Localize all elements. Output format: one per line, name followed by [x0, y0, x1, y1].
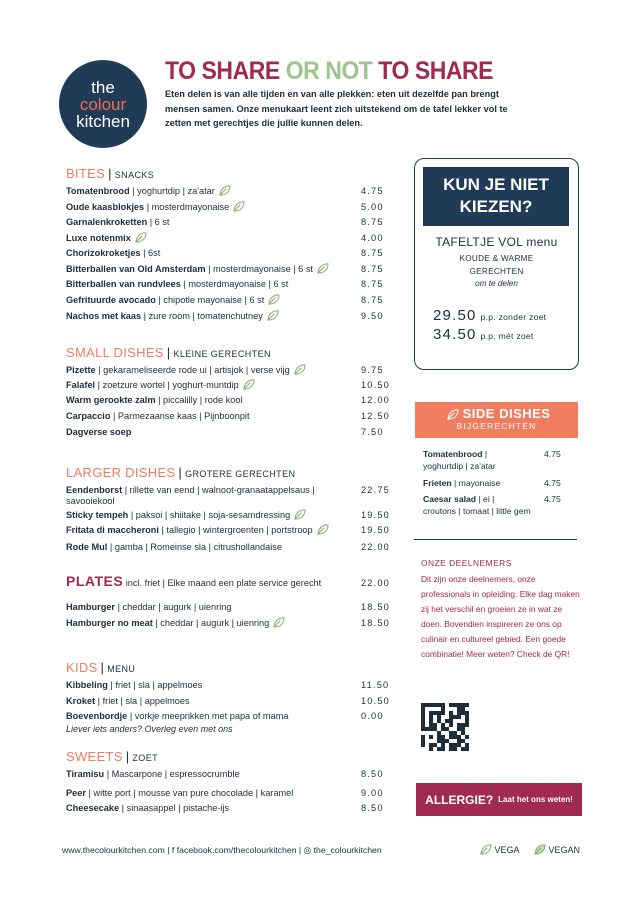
vega-leaf-icon — [218, 185, 231, 196]
headline-part-2: OR NOT — [285, 57, 373, 85]
vega-leaf-icon — [293, 509, 306, 520]
menu-item-price: 9.50 — [361, 311, 384, 321]
divider — [414, 539, 577, 540]
menu-item-text — [66, 679, 202, 691]
vega-leaf-icon — [272, 617, 285, 628]
menu-item-desc: | piccalilly | rode kool — [155, 395, 243, 405]
menu-item-price: 4.00 — [361, 233, 384, 243]
menu-item-name: Bitterballen van Old Amsterdam — [66, 264, 206, 274]
menu-item — [66, 710, 391, 722]
vega-leaf-icon — [316, 524, 329, 535]
menu-item-text — [66, 201, 245, 213]
menu-item-name: Rode Mul — [66, 542, 108, 552]
price: 29.50 — [433, 307, 477, 324]
price: 4.75 — [544, 494, 561, 504]
menu-item-name: Bitterballen van rundvlees — [66, 279, 181, 289]
deelnemers-title: ONZE DEELNEMERS — [421, 558, 512, 568]
kun-je-niet-kiezen-banner — [423, 167, 569, 226]
vega-leaf-icon — [293, 364, 306, 375]
price-label: p.p. mét zoet — [480, 331, 534, 341]
price: 22.00 — [361, 578, 390, 588]
menu-item-text — [66, 802, 229, 814]
price: 4.75 — [544, 449, 561, 459]
price-zonder-zoet — [433, 307, 546, 324]
menu-item-desc: | vorkje meeprikken met papa of mama — [127, 711, 289, 721]
section-larger-dishes: LARGER DISHES | GROTERE GERECHTEN — [66, 465, 296, 480]
menu-item-price: 8.75 — [361, 217, 384, 227]
menu-item-name: Fritata di maccheroni — [66, 525, 159, 535]
plates-incl: incl. friet — [125, 578, 160, 588]
headline-part-1: TO SHARE — [165, 57, 280, 85]
menu-item — [66, 768, 391, 780]
headline — [165, 57, 493, 86]
section-small-dishes: SMALL DISHES | KLEINE GERECHTEN — [66, 345, 271, 360]
menu-item-name: Garnalenkroketten — [66, 217, 148, 227]
section-plates — [66, 573, 321, 589]
section-subtitle: GROTERE GERECHTEN — [185, 469, 296, 479]
menu-item — [66, 379, 391, 391]
menu-item — [66, 410, 391, 422]
menu-item-text — [66, 185, 231, 197]
leaf-filled-icon — [533, 844, 546, 855]
menu-item-text — [66, 710, 288, 722]
menu-item-name: Boevenbordje — [66, 711, 128, 721]
menu-item — [66, 787, 391, 799]
tafeltje-vol-desc — [414, 253, 579, 278]
tafeltje-vol-note: om te delen — [475, 279, 518, 288]
menu-item — [66, 394, 391, 406]
menu-item-desc: | zoetzure wortel | yoghurt-muntdip — [95, 380, 239, 390]
menu-item — [66, 278, 391, 290]
menu-item — [66, 185, 391, 197]
menu-item-price: 8.50 — [361, 803, 384, 813]
menu-item-name: Oude kaasblokjes — [66, 202, 145, 212]
section-subtitle: SNACKS — [114, 170, 155, 180]
price-label: p.p. zonder zoet — [480, 312, 547, 322]
section-title: KIDS — [66, 660, 98, 675]
menu-item — [66, 509, 391, 521]
menu-item-desc: | paksoi | shiitake | soja-sesamdressing — [128, 510, 291, 520]
intro-text: Eten delen is van alle tijden en van alle plekken: eten uit dezelfde pan brengt mensen samen. Onze menukaart leent zich uitstekend om de tafel lekker vol te zetten met gerechtjes die jullie kunnen delen. — [165, 89, 508, 128]
menu-item-text — [66, 601, 231, 613]
allergie-title: ALLERGIE? — [425, 792, 494, 807]
vega-leaf-icon — [134, 232, 147, 243]
section-subtitle: KLEINE GERECHTEN — [173, 349, 271, 359]
allergie-text: Laat het ons weten! — [498, 795, 573, 804]
section-sweets: SWEETS | ZOET — [66, 749, 158, 764]
section-title: SWEETS — [66, 749, 123, 764]
menu-item-name: Tiramisu — [66, 769, 105, 779]
menu-item-name: Tomatenbrood — [66, 186, 130, 196]
menu-item-text — [66, 410, 250, 422]
desc-line-2: GERECHTEN — [469, 266, 524, 276]
price-met-zoet — [433, 326, 534, 343]
leaf-icon — [446, 409, 459, 420]
menu-item — [66, 426, 391, 438]
menu-item — [66, 364, 391, 376]
footer-links[interactable]: www.thecolourkitchen.com | f facebook.com/thecolourkitchen | ◎ the_colourkitchen — [62, 845, 382, 855]
menu-item-price: 11.50 — [361, 680, 390, 690]
menu-item-text — [66, 695, 190, 707]
menu-item-desc: | cheddar | augurk | uienring — [115, 602, 232, 612]
menu-item-name: Eendenborst — [66, 485, 123, 495]
side-item: Frieten | mayonaise 4.75 — [423, 478, 561, 488]
menu-item-desc: | 6 st — [147, 217, 170, 227]
menu-item-text — [66, 232, 147, 244]
menu-item-text — [66, 263, 329, 275]
menu-item — [66, 216, 391, 228]
menu-item — [66, 485, 391, 507]
menu-item-price: 10.50 — [361, 380, 390, 390]
menu-item-price: 22.75 — [361, 485, 390, 495]
menu-item-desc: | friet | sla | appelmoes — [107, 680, 203, 690]
menu-item — [66, 263, 391, 275]
side-title: SIDE DISHES — [415, 402, 578, 421]
menu-item-price: 4.75 — [361, 186, 384, 196]
menu-item-price: 18.50 — [361, 618, 390, 628]
section-bites: BITES | SNACKS — [66, 166, 155, 181]
side-item: Caesar salad | ei | croutons | tomaat | little gem 4.75 — [423, 494, 561, 516]
kids-note: Liever iets anders? Overleg even met ons — [66, 724, 233, 734]
menu-item-price: 8.50 — [361, 769, 384, 779]
menu-item-name: Peer — [66, 788, 86, 798]
menu-item-desc: | sinaasappel | pistache-ijs — [119, 803, 230, 813]
leaf-outline-icon — [479, 844, 492, 855]
menu-item-name: Kroket — [66, 696, 96, 706]
desc-line-1: KOUDE & WARME — [459, 254, 534, 263]
menu-item-text — [66, 768, 240, 780]
vega-leaf-icon — [267, 294, 280, 305]
logo-line-2: colour — [79, 94, 127, 114]
menu-item-text — [66, 541, 282, 553]
menu-item-name: Nachos met kaas — [66, 311, 142, 321]
logo-line-3: kitchen — [76, 111, 130, 131]
price: 4.75 — [544, 478, 561, 488]
qr-code[interactable] — [421, 703, 469, 751]
menu-item-text — [66, 426, 131, 438]
menu-item-price: 7.50 — [361, 427, 384, 437]
menu-item-price: 12.00 — [361, 395, 390, 405]
section-subtitle: ZOET — [132, 753, 158, 763]
menu-item-name: Hamburger — [66, 602, 116, 612]
menu-item-price: 22.00 — [361, 542, 390, 552]
menu-item-text — [66, 787, 293, 799]
menu-item-desc: | cheddar | augurk | uienring — [152, 618, 270, 628]
menu-item-desc: | tallegio | wintergroenten | portstroop — [158, 525, 313, 535]
menu-item-desc: | chipotle mayonaise | 6 st — [155, 295, 265, 305]
legend-vega: VEGA — [476, 844, 520, 855]
price: 34.50 — [433, 326, 477, 343]
menu-item — [66, 541, 391, 553]
menu-item-name: Sticky tempeh — [66, 510, 129, 520]
section-title: PLATES — [66, 573, 124, 589]
qr-module — [465, 747, 469, 751]
menu-item-name: Pizette — [66, 365, 96, 375]
menu-item-price: 10.50 — [361, 696, 390, 706]
menu-item-price: 0.00 — [361, 711, 384, 721]
logo-line-1: the — [91, 77, 115, 97]
menu-item — [66, 247, 391, 259]
menu-item-price: 8.75 — [361, 279, 384, 289]
menu-item-text — [66, 294, 280, 306]
menu-item-name: Gefrituurde avocado — [66, 295, 156, 305]
menu-item-price: 5.00 — [361, 202, 384, 212]
menu-item-text — [66, 364, 306, 376]
menu-item-price: 19.50 — [361, 525, 390, 535]
menu-item — [66, 802, 391, 814]
menu-item-name: Carpaccio — [66, 411, 111, 421]
deelnemers-text: Dit zijn onze deelnemers, onze professionals in opleiding. Elke dag maken zij het verschil en groeien ze in wat ze doen. Bovendien inspireren ze ons op culinair en cultureel gebied. Een goede combinatie! Meer weten? Check de QR! — [421, 574, 580, 659]
side-subtitle: BIJGERECHTEN — [456, 421, 537, 431]
menu-item-price: 8.75 — [361, 264, 384, 274]
plates-rest: | Elke maand een plate service gerecht — [159, 578, 322, 588]
menu-item-text — [66, 379, 255, 391]
menu-item-desc: | Mascarpone | espressocrumble — [104, 769, 240, 779]
menu-item-price: 9.75 — [361, 365, 384, 375]
menu-item-desc: | zure room | tomatenchutney — [141, 311, 263, 321]
menu-item-name: Kibbeling — [66, 680, 108, 690]
menu-item-text — [66, 278, 288, 290]
menu-item-desc: | yoghurtdip | za'atar — [129, 186, 215, 196]
vega-leaf-icon — [232, 201, 245, 212]
menu-item — [66, 695, 391, 707]
menu-item — [66, 294, 391, 306]
menu-item-desc: | friet | sla | appelmoes — [95, 696, 190, 706]
menu-item-text — [66, 617, 285, 629]
menu-item-desc: | mosterdmayonaise — [144, 202, 230, 212]
menu-item-text — [66, 216, 170, 228]
menu-item — [66, 679, 391, 691]
menu-item-price: 9.00 — [361, 788, 384, 798]
menu-item-desc: | gekarameliseerde rode ui | artisjok | verse vijg — [95, 365, 290, 375]
menu-item-text — [66, 509, 306, 521]
menu-item-price: 18.50 — [361, 602, 390, 612]
menu-item-text — [66, 310, 279, 322]
section-title: SMALL DISHES — [66, 345, 164, 360]
menu-item — [66, 617, 391, 629]
section-kids: KIDS | MENU — [66, 660, 136, 675]
menu-item-price: 19.50 — [361, 510, 390, 520]
allergie-banner — [416, 783, 582, 816]
headline-part-3: TO SHARE — [378, 57, 494, 85]
menu-item-name: Warm gerookte zalm — [66, 395, 156, 405]
menu-item-name: Falafel — [66, 380, 96, 390]
vega-leaf-icon — [266, 310, 279, 321]
menu-item-name: Cheesecake — [66, 803, 120, 813]
menu-item-name: Luxe notenmix — [66, 233, 131, 243]
menu-item-text — [66, 485, 346, 507]
section-subtitle: MENU — [107, 664, 136, 674]
menu-item-price: 8.75 — [361, 248, 384, 258]
menu-item-desc: | Parmezaanse kaas | Pijnboonpit — [110, 411, 250, 421]
menu-item-desc: | gamba | Romeinse sla | citrushollandaise — [107, 542, 283, 552]
menu-item-name: Hamburger no meat — [66, 618, 153, 628]
menu-item-desc: | 6st — [140, 248, 161, 258]
menu-item-name: Chorizokroketjes — [66, 248, 141, 258]
section-title: LARGER DISHES — [66, 465, 176, 480]
legend-vegan: VEGAN — [530, 844, 580, 855]
menu-item — [66, 232, 391, 244]
menu-item — [66, 310, 391, 322]
kun-text: KUN JE NIET KIEZEN? — [443, 175, 549, 216]
menu-item — [66, 524, 391, 536]
menu-item-desc: | rillette van eend | walnoot-granaatappelsaus | savooiekool — [66, 485, 315, 506]
menu-item-desc: | witte port | mousse van pure chocolade | karamel — [85, 788, 294, 798]
menu-item-desc: | mosterdmayonaise | 6 st — [205, 264, 313, 274]
section-title: BITES — [66, 166, 106, 181]
menu-item-price: 12.50 — [361, 411, 390, 421]
menu-item-desc: | mosterdmayonaise | 6 st — [180, 279, 289, 289]
menu-item — [66, 601, 391, 613]
side-dishes-header — [415, 402, 578, 438]
side-item: Tomatenbrood | yoghurtdip | za'atar 4.75 — [423, 449, 561, 471]
vega-leaf-icon — [316, 263, 329, 274]
menu-item-text — [66, 394, 243, 406]
tafeltje-vol-title: TAFELTJE VOL menu — [435, 235, 558, 249]
menu-item — [66, 201, 391, 213]
vega-leaf-icon — [242, 379, 255, 390]
menu-item-price: 8.75 — [361, 295, 384, 305]
menu-item-name: Dagverse soep — [66, 427, 132, 437]
logo — [59, 60, 147, 148]
menu-item-text — [66, 524, 329, 536]
menu-item-text — [66, 247, 160, 259]
